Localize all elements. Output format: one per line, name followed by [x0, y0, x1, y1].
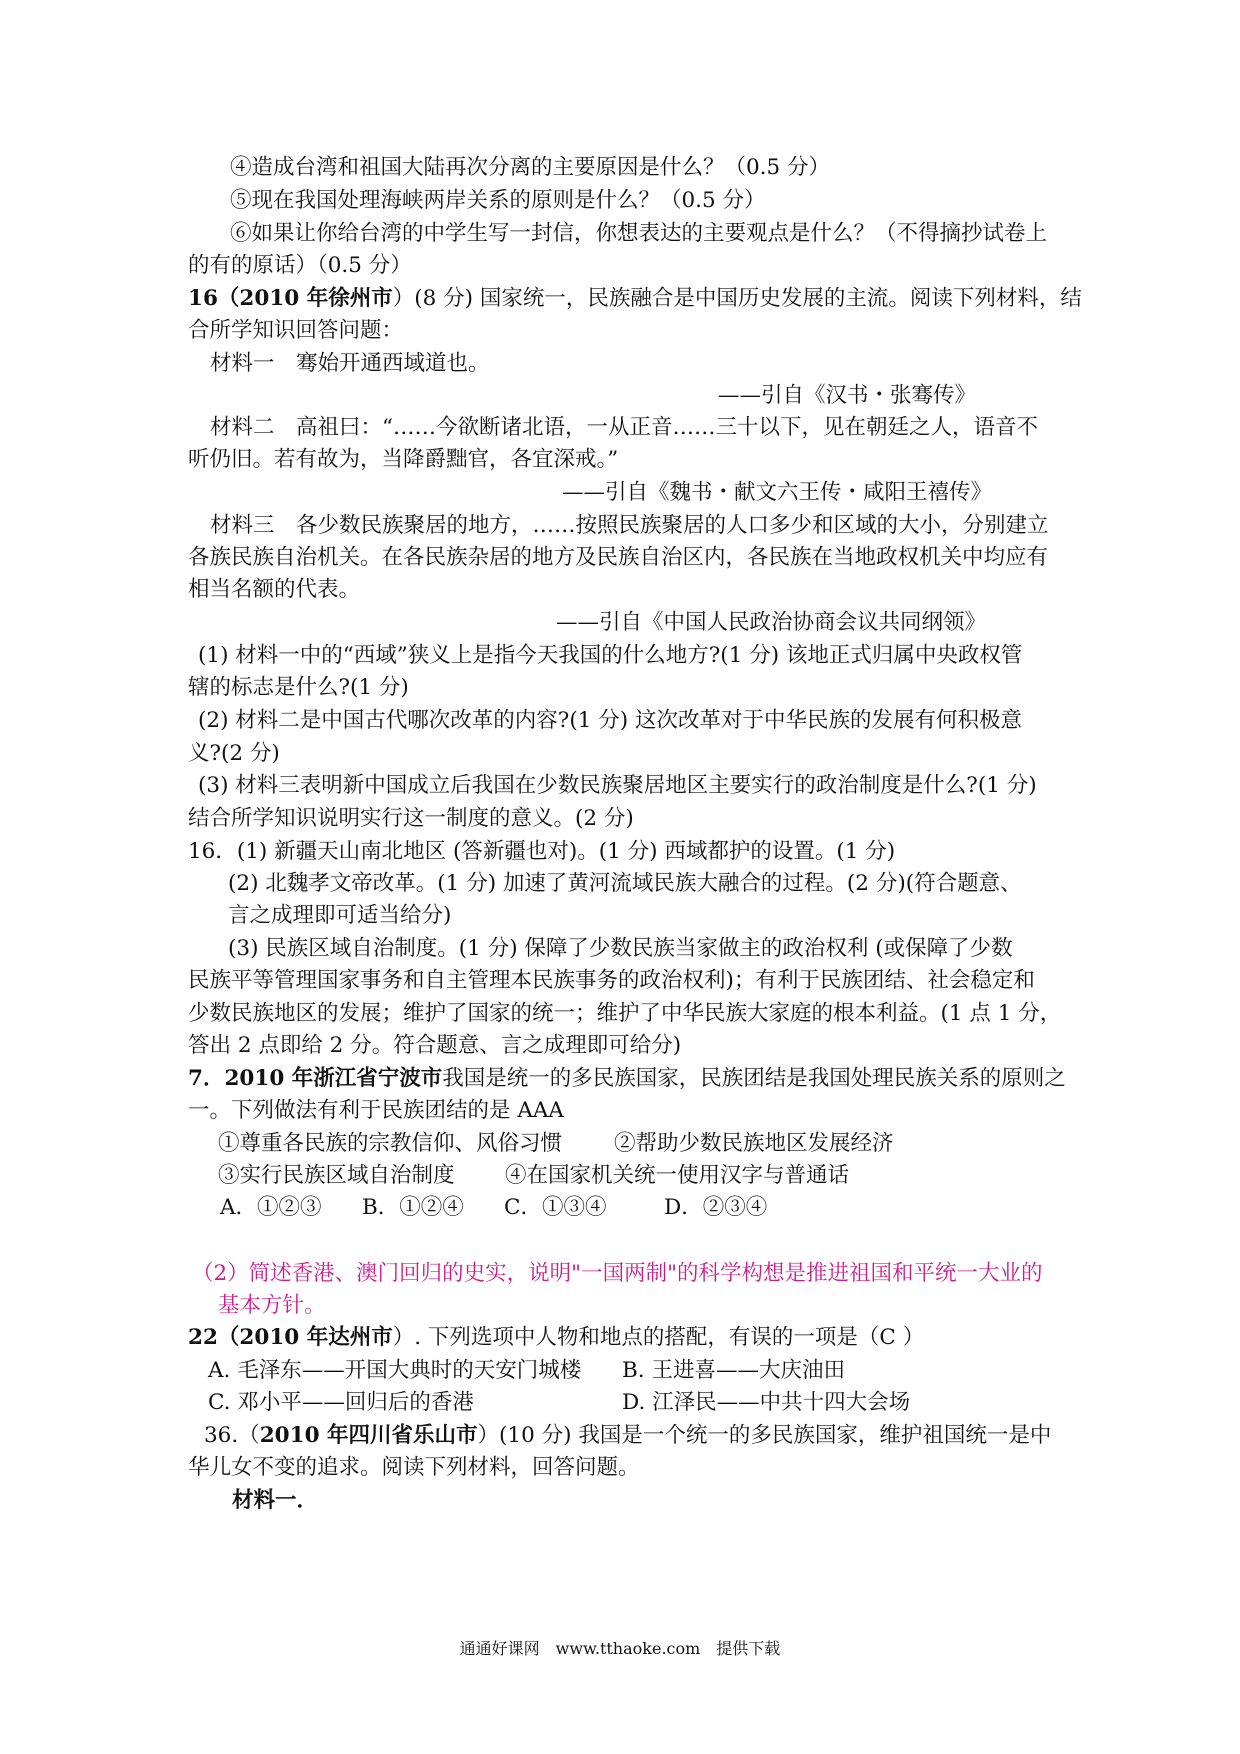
q22-option-d: D. 江泽民——中共十四大会场 — [622, 1390, 911, 1415]
q7-option-4: ④在国家机关统一使用汉字与普通话 — [505, 1163, 850, 1188]
q36-source: 2010 年四川省乐山市 — [259, 1423, 478, 1448]
q7-stem-rest: 我国是统一的多民族国家，民族团结是我国处理民族关系的原则之 — [442, 1066, 1066, 1091]
q22-option-c: C. 邓小平——回归后的香港 — [208, 1390, 474, 1415]
answer16-line6: 少数民族地区的发展；维护了国家的统一；维护了中华民族大家庭的根本利益。(1 点 1 分， — [188, 1001, 1062, 1026]
q16-sub1-line2: 辖的标志是什么?(1 分) — [188, 675, 409, 700]
q16-sub2-line2: 义?(2 分) — [188, 741, 280, 766]
q16-sub2-line1: (2) 材料二是中国古代哪次改革的内容?(1 分) 这次改革对于中华民族的发展有何积极意 — [198, 708, 1022, 733]
q22-option-a: A. 毛泽东——开国大典时的天安门城楼 — [208, 1358, 582, 1383]
q22-source: 2010 年达州市 — [239, 1325, 393, 1350]
q22-stem-rest: ）. 下列选项中人物和地点的搭配，有误的一项是（C ） — [392, 1325, 925, 1350]
q7-choice-a: A．①②③ — [220, 1195, 322, 1220]
q7-option-3: ③实行民族区域自治制度 — [218, 1163, 455, 1188]
q16-material3-line1: 材料三 各少数民族聚居的地方，……按照民族聚居的人口多少和区域的大小，分别建立 — [210, 513, 1049, 538]
q16-sub3-line1: (3) 材料三表明新中国成立后我国在少数民族聚居地区主要实行的政治制度是什么?(1 分) — [198, 773, 1037, 798]
answer16-line4: (3) 民族区域自治制度。(1 分) 保障了少数民族当家做主的政治权利 (或保障了少数 — [228, 936, 1013, 961]
q15-item-5: ⑤现在我国处理海峡两岸关系的原则是什么？（0.5 分） — [230, 188, 766, 213]
q16-material3-line3: 相当名额的代表。 — [188, 577, 361, 602]
q16-material2-citation: ——引自《魏书・献文六王传・咸阳王禧传》 — [562, 480, 993, 505]
q22-stem — [188, 1322, 924, 1354]
q7-stem-line1 — [188, 1063, 1066, 1095]
q16-material3-line2: 各族民族自治机关。在各民族杂居的地方及民族自治区内，各民族在当地政权机关中均应有 — [188, 545, 1049, 570]
q36-stem-line1 — [204, 1420, 1051, 1452]
q7-choice-c: C．①③④ — [504, 1195, 607, 1220]
q15-item-6-line2: 的有的原话）（0.5 分） — [188, 253, 412, 278]
q36-number: 36.（ — [204, 1423, 260, 1448]
q16-intro-line2: 合所学知识回答问题： — [188, 318, 404, 343]
answer16-line7: 答出 2 点即给 2 分。符合题意、言之成理即可给分) — [188, 1033, 682, 1058]
page-footer: 通通好课网 www.tthaoke.com 提供下载 — [459, 1639, 781, 1658]
q16-material3-citation: ——引自《中国人民政治协商会议共同纲领》 — [556, 610, 987, 635]
q22-number: 22（ — [188, 1325, 240, 1350]
answer16-line3: 言之成理即可适当给分) — [228, 903, 452, 928]
answer16-line2: (2) 北魏孝文帝改革。(1 分) 加速了黄河流域民族大融合的过程。(2 分)(符合题意、 — [228, 871, 1022, 896]
answer16-line5: 民族平等管理国家事务和自主管理本民族事务的政治权利)；有利于民族团结、社会稳定和 — [188, 968, 1035, 993]
q16-material1: 材料一 骞始开通西域道也。 — [210, 351, 490, 376]
q16-material2-line2: 听仍旧。若有故为，当降爵黜官，各宜深戒。” — [188, 447, 619, 472]
q36-stem-line2: 华儿女不变的追求。阅读下列材料，回答问题。 — [188, 1455, 640, 1480]
q7-option-1: ①尊重各民族的宗教信仰、风俗习惯 — [218, 1131, 563, 1156]
q16-number: 16（ — [188, 286, 240, 311]
q22-option-b: B. 王进喜——大庆油田 — [622, 1358, 845, 1383]
q16-source: 2010 年徐州市 — [239, 286, 393, 311]
q7-choice-d: D．②③④ — [664, 1195, 768, 1220]
q7-stem-line2: 一。下列做法有利于民族团结的是 AAA — [188, 1098, 564, 1123]
q16-intro-rest: ）(8 分) 国家统一，民族融合是中国历史发展的主流。阅读下列材料，结 — [392, 286, 1082, 311]
q36-material1: 材料一． — [232, 1488, 319, 1513]
q2-line1: （2）简述香港、澳门回归的史实，说明"一国两制"的科学构想是推进祖国和平统一大业的 — [192, 1261, 1043, 1286]
q16-sub1-line1: (1) 材料一中的“西域”狭义上是指今天我国的什么地方?(1 分) 该地正式归属中央政权管 — [198, 643, 1023, 668]
q2-line2: 基本方针。 — [218, 1293, 326, 1318]
q15-item-6-line1: ⑥如果让你给台湾的中学生写一封信，你想表达的主要观点是什么？（不得摘抄试卷上 — [230, 221, 1048, 246]
q16-sub3-line2: 结合所学知识说明实行这一制度的意义。(2 分) — [188, 806, 634, 831]
q15-item-4: ④造成台湾和祖国大陆再次分离的主要原因是什么？（0.5 分） — [230, 155, 831, 180]
q36-stem-rest: ）(10 分) 我国是一个统一的多民族国家，维护祖国统一是中 — [477, 1423, 1052, 1448]
q7-choice-b: B．①②④ — [362, 1195, 464, 1220]
q16-intro-line1 — [188, 283, 1082, 315]
q16-material1-citation: ——引自《汉书・张骞传》 — [718, 383, 977, 408]
q7-option-2: ②帮助少数民族地区发展经济 — [614, 1131, 894, 1156]
q7-number: 7． — [188, 1066, 225, 1091]
answer16-line1: 16．(1) 新疆天山南北地区 (答新疆也对)。(1 分) 西域都护的设置。(1 分) — [188, 839, 896, 864]
q7-source: 2010 年浙江省宁波市 — [224, 1066, 443, 1091]
q16-material2-line1: 材料二 高祖曰：“……今欲断诸北语，一从正音……三十以下，见在朝廷之人，语音不 — [210, 415, 1038, 440]
